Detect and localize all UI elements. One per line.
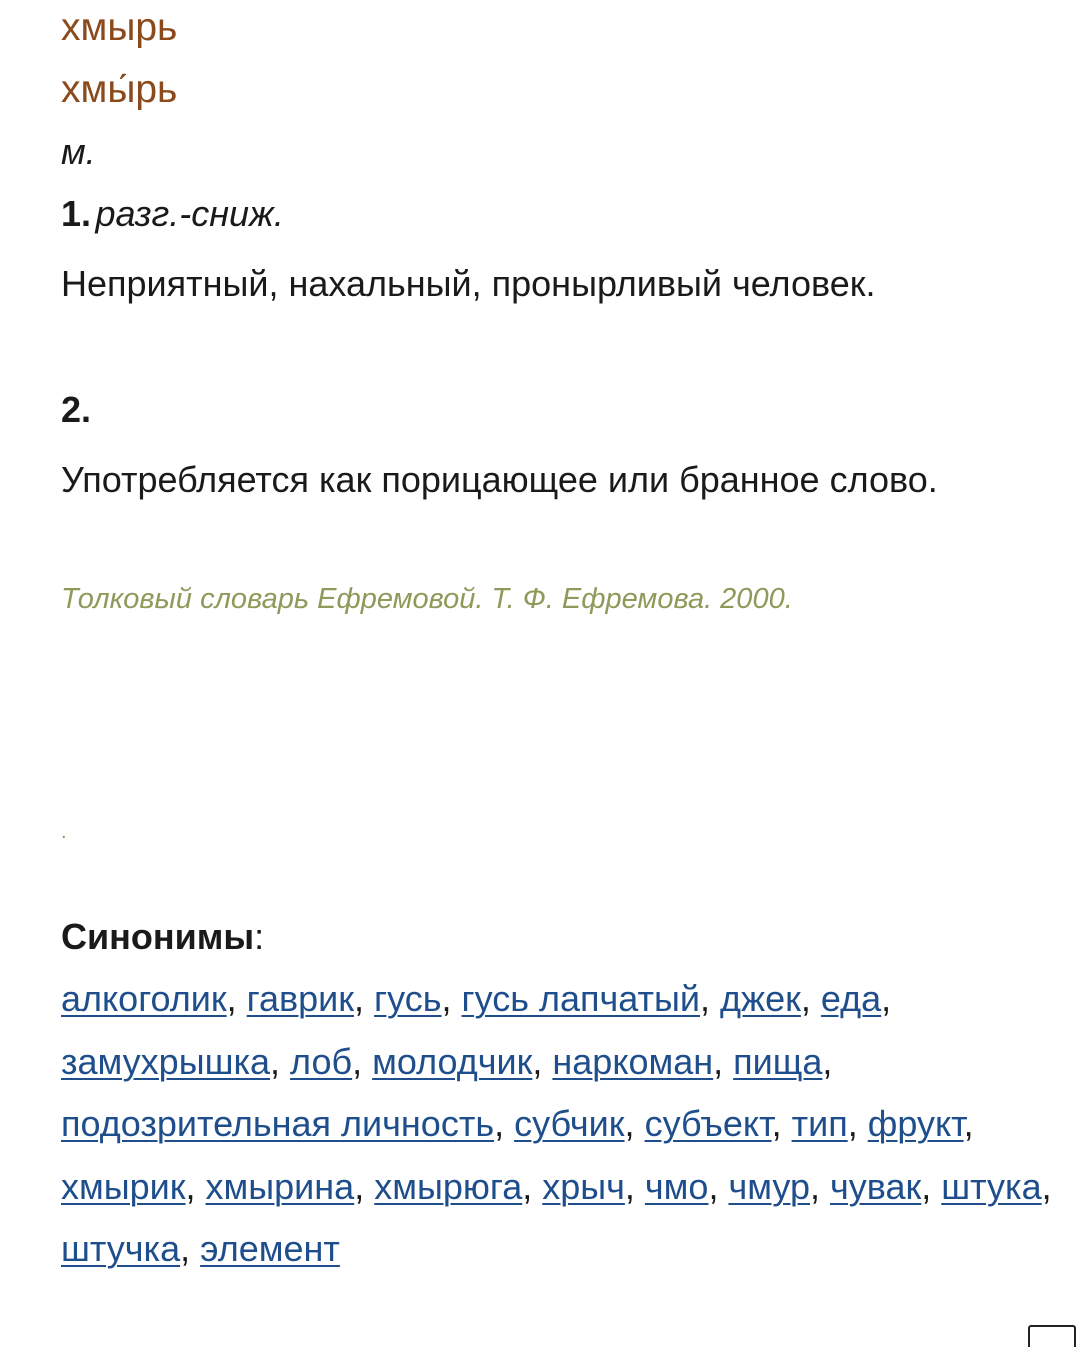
- synonym-link[interactable]: молодчик: [372, 1040, 533, 1082]
- synonym-link[interactable]: хмырик: [61, 1165, 186, 1207]
- dictionary-entry: [61, 0, 1052, 1269]
- synonym-link[interactable]: хрыч: [542, 1165, 625, 1207]
- headword: хмырь: [61, 6, 178, 49]
- sense-1-number: 1.: [61, 193, 92, 234]
- synonym-link[interactable]: штука: [941, 1165, 1042, 1207]
- synonym-link[interactable]: элемент: [200, 1228, 340, 1269]
- headword-stressed: хмы́рь: [61, 68, 178, 111]
- sense-1-label: разг.-сниж.: [95, 193, 284, 234]
- synonyms-section: [61, 906, 1061, 1281]
- synonym-link[interactable]: фрукт: [867, 1103, 964, 1144]
- synonym-link[interactable]: штучка: [61, 1228, 181, 1269]
- synonyms-list: алкоголик, гаврик, гусь, гусь лапчатый, джек, еда, замухрышка, лоб, молодчик, наркоман, пища, подозрительная личность, субчик, субъект, тип, фрукт, хмырик, хмырина, хмырюга, хрыч, чмо, чмур, чувак, штука, штучка, элемент: [61, 978, 1052, 1269]
- synonym-link[interactable]: тип: [791, 1103, 848, 1144]
- synonym-link[interactable]: чмо: [644, 1165, 709, 1207]
- synonyms-title: Синонимы:: [61, 916, 265, 957]
- synonym-link[interactable]: субчик: [514, 1103, 625, 1144]
- synonym-link[interactable]: подозрительная личность: [61, 1103, 495, 1144]
- synonym-link[interactable]: пища: [733, 1040, 823, 1082]
- synonym-link[interactable]: гаврик: [246, 978, 355, 1019]
- sense-1-definition: Неприятный, нахальный, пронырливый человек.: [61, 263, 876, 304]
- grammar-label: м.: [61, 131, 96, 172]
- synonym-link[interactable]: гусь: [374, 978, 442, 1019]
- synonym-link[interactable]: замухрышка: [61, 1040, 271, 1082]
- sense-2-number: 2.: [61, 389, 92, 430]
- synonym-link[interactable]: чмур: [728, 1165, 810, 1207]
- synonym-link[interactable]: наркоман: [552, 1040, 714, 1082]
- synonym-link[interactable]: гусь лапчатый: [461, 978, 701, 1019]
- synonym-link[interactable]: джек: [720, 978, 801, 1019]
- synonym-link[interactable]: хмырина: [205, 1165, 355, 1207]
- dictionary-source: Толковый словарь Ефремовой. Т. Ф. Ефремова. 2000.: [61, 583, 793, 615]
- sense-1-header: [61, 183, 1051, 253]
- separator-dot: .: [61, 821, 67, 843]
- synonym-link[interactable]: чувак: [830, 1165, 922, 1207]
- sense-2-header: [61, 379, 1051, 449]
- synonym-link[interactable]: субъект: [644, 1103, 772, 1144]
- synonym-link[interactable]: алкоголик: [61, 978, 227, 1019]
- synonym-link[interactable]: еда: [820, 978, 882, 1019]
- synonym-link[interactable]: лоб: [290, 1040, 353, 1082]
- synonym-link[interactable]: хмырюга: [374, 1165, 523, 1207]
- corner-button[interactable]: [1028, 1325, 1076, 1347]
- sense-2-definition: Употребляется как порицающее или бранное слово.: [61, 459, 938, 500]
